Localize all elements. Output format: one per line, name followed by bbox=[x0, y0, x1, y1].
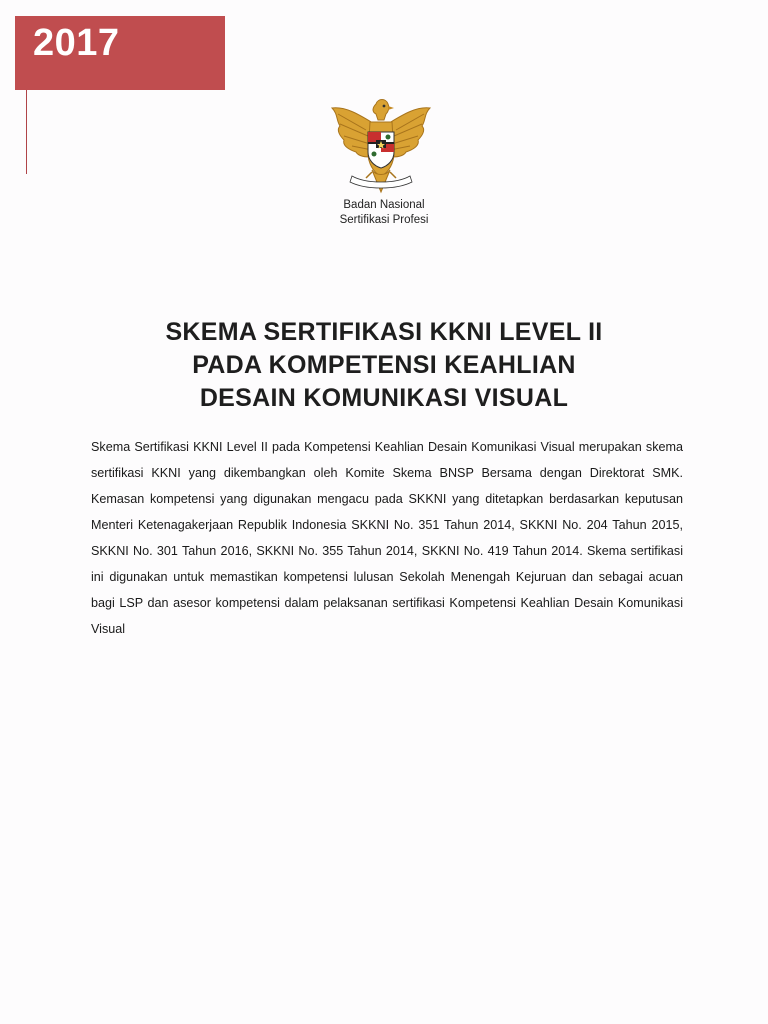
year-label: 2017 bbox=[33, 22, 120, 64]
organization-line-1: Badan Nasional bbox=[343, 199, 425, 211]
title-line-1: SKEMA SERTIFIKASI KKNI LEVEL II bbox=[165, 318, 603, 346]
year-banner-rule bbox=[26, 90, 27, 174]
organization-line-2: Sertifikasi Profesi bbox=[339, 214, 429, 226]
title-line-2: PADA KOMPETENSI KEAHLIAN bbox=[192, 351, 576, 379]
title-line-3: DESAIN KOMUNIKASI VISUAL bbox=[199, 384, 569, 412]
document-title bbox=[0, 316, 768, 415]
garuda-emblem-icon bbox=[326, 96, 436, 196]
description-paragraph: Skema Sertifikasi KKNI Level II pada Kompetensi Keahlian Desain Komunikasi Visual merupakan skema sertifikasi KKNI yang dikembangkan oleh Komite Skema BNSP Bersama dengan Direktorat SMK. Kemasan kompetensi yang digunakan mengacu pada SKKNI yang ditetapkan berdasarkan keputusan Menteri Ketenagakerjaan Republik Indonesia SKKNI No. 351 Tahun 2014, SKKNI No. 204 Tahun 2015, SKKNI No. 301 Tahun 2016, SKKNI No. 355 Tahun 2014, SKKNI No. 419 Tahun 2014. Skema sertifikasi ini digunakan untuk memastikan kompetensi lulusan Sekolah Menengah Kejuruan dan sebagai acuan bagi LSP dan asesor kompetensi dalam pelaksanan sertifikasi Kompetensi Keahlian Desain Komunikasi Visual bbox=[91, 440, 683, 636]
year-banner bbox=[15, 16, 225, 90]
organization-name bbox=[0, 198, 768, 228]
